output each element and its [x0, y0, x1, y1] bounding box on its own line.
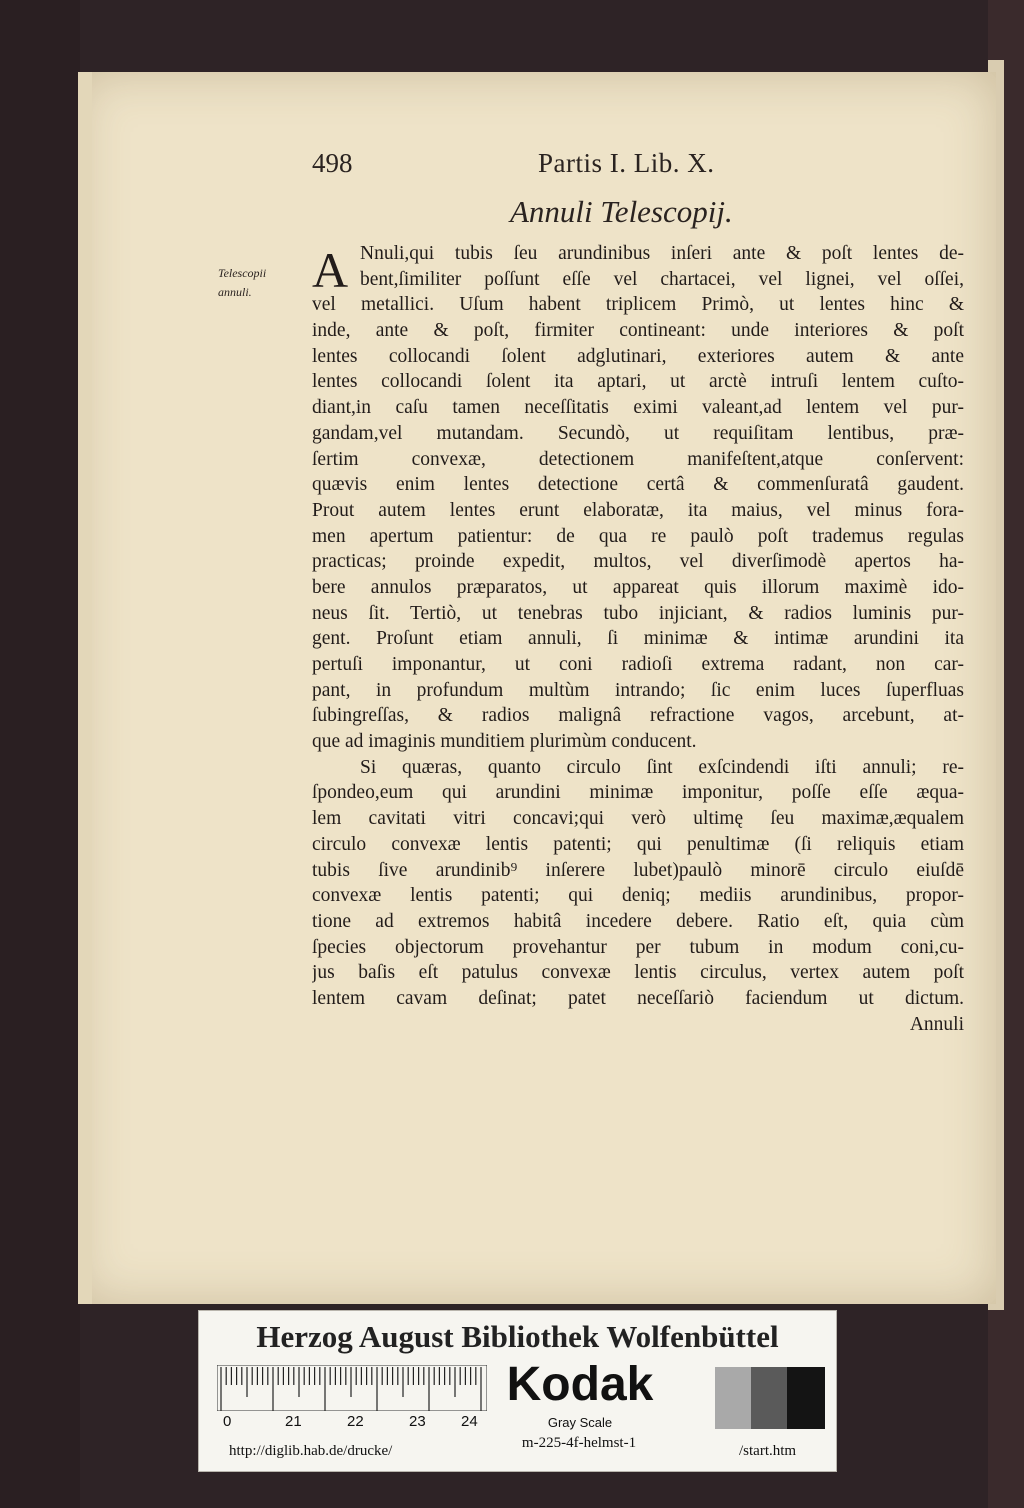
- text-line: bere annulos præparatos, ut appareat quis illorum maximè ido-: [312, 576, 964, 598]
- url-prefix: http://diglib.hab.de/drucke/: [229, 1443, 393, 1459]
- text-line: Si quæras, quanto circulo ſint exſcindendi iſti annuli; re-: [360, 756, 964, 778]
- text-line: gent. Proſunt etiam annuli, ſi minimæ & intimæ arundini ita: [312, 628, 964, 650]
- page-number: 498: [312, 148, 353, 178]
- text-line: que ad imaginis munditiem plurimùm conducent.: [312, 731, 697, 753]
- text-line: tione ad extremos habitâ incedere debere. Ratio eſt, quia cùm: [312, 910, 964, 932]
- text-line: diant,in caſu tamen neceſſitatis eximi valeant,ad lentem vel pur-: [312, 397, 964, 419]
- ruler-label: 23: [409, 1413, 426, 1430]
- text-line: pertuſi imponantur, ut coni radioſi extrema radant, non car-: [312, 654, 964, 675]
- text-line: gandam,vel mutandam. Secundò, ut requiſitam lentibus, præ-: [312, 422, 964, 444]
- kodak-logo: Kodak: [506, 1358, 654, 1411]
- text-line: ſpondeo,eum qui arundini minimæ imponitur, poſſe eſſe æqua-: [312, 782, 964, 804]
- margin-note-line: Telescopii: [218, 266, 267, 280]
- ruler-label: 22: [347, 1413, 364, 1430]
- text-line: lentem cavam deſinat; patet neceſſariò faciendum ut dictum.: [312, 987, 964, 1009]
- text-line: quævis enim lentes detectione certâ & commenſuratâ gaudent.: [312, 474, 964, 496]
- gray-scale-swatches: [715, 1367, 825, 1429]
- text-line: inde, ante & poſt, firmiter contineant: unde interiores & poſt: [312, 320, 964, 342]
- ruler-scale: [217, 1365, 487, 1411]
- scan-background-left: [0, 0, 80, 1508]
- text-line: lem cavitati vitri concavi;qui verò ultimę ſeu maximæ,æqualem: [312, 808, 964, 830]
- text-line: vel metallici. Uſum habent triplicem Primò, ut lentes hinc &: [312, 294, 964, 316]
- running-head: Partis I. Lib. X.: [538, 148, 715, 178]
- ruler-label: 24: [461, 1413, 478, 1430]
- text-line: pant, in profundum multùm intrando; ſic enim luces ſuperfluas: [312, 679, 964, 701]
- drop-cap: A: [312, 242, 349, 298]
- ruler-label: 0: [223, 1413, 232, 1430]
- text-line: men apertum patientur: de qua re paulò poſt trademus regulas: [312, 525, 964, 547]
- text-line: bent,ſimiliter poſſunt eſſe vel chartacei, vel lignei, vel oſſei,: [360, 268, 964, 290]
- ruler-label: 21: [285, 1413, 302, 1430]
- text-line: ſubingreſſas, & radios malignâ refractione vagos, arcebunt, at-: [312, 705, 964, 727]
- color-target-card: [198, 1310, 837, 1472]
- text-line: lentes collocandi ſolent ita aptari, ut arctè intruſi lentem cuſto-: [312, 371, 964, 393]
- ruler-labels: [217, 1413, 497, 1435]
- text-line: lentes collocandi ſolent adglutinari, exteriores autem & ante: [312, 345, 964, 367]
- margin-note-line: annuli.: [218, 285, 252, 299]
- text-line: neus ſit. Tertiò, ut tenebras tubo injiciant, & radios luminis pur-: [312, 602, 964, 624]
- margin-note: [218, 264, 298, 302]
- page-header: [312, 148, 772, 188]
- page-gutter: [78, 72, 92, 1304]
- text-line: practicas; proinde expedit, multos, vel diverſimodè apertos ha-: [312, 551, 964, 573]
- text-line: jus baſis eſt patulus convexæ lentis circulus, vertex autem poſt: [312, 962, 964, 984]
- body-text: [312, 241, 964, 1037]
- institution-name: Herzog August Bibliothek Wolfenbüttel: [256, 1319, 779, 1354]
- text-line: tubis ſive arundinib⁹ inſerere lubet)paulò minorē circulo eiuſdē: [312, 859, 964, 881]
- shelfmark: m-225-4f-helmst-1: [521, 1435, 637, 1451]
- text-line: ſpecies objectorum provehantur per tubum in modum coni,cu-: [312, 936, 964, 958]
- text-line: circulo convexæ lentis patenti; qui penultimæ (ſi reliquis etiam: [312, 833, 964, 855]
- text-line: Nnuli,qui tubis ſeu arundinibus inſeri ante & poſt lentes de-: [360, 243, 964, 264]
- catchword: Annuli: [909, 1013, 964, 1035]
- gray-scale-label: Gray Scale: [547, 1415, 613, 1430]
- text-line: ſertim convexæ, detectionem manifeſtent,atque conſervent:: [312, 448, 964, 470]
- section-title: Annuli Telescopij.: [510, 194, 733, 229]
- url-suffix: /start.htm: [739, 1443, 797, 1459]
- text-line: Prout autem lentes erunt elaboratæ, ita maius, vel minus fora-: [312, 499, 964, 521]
- text-line: convexæ lentis patenti; qui deniq; mediis arundinibus, propor-: [312, 885, 964, 907]
